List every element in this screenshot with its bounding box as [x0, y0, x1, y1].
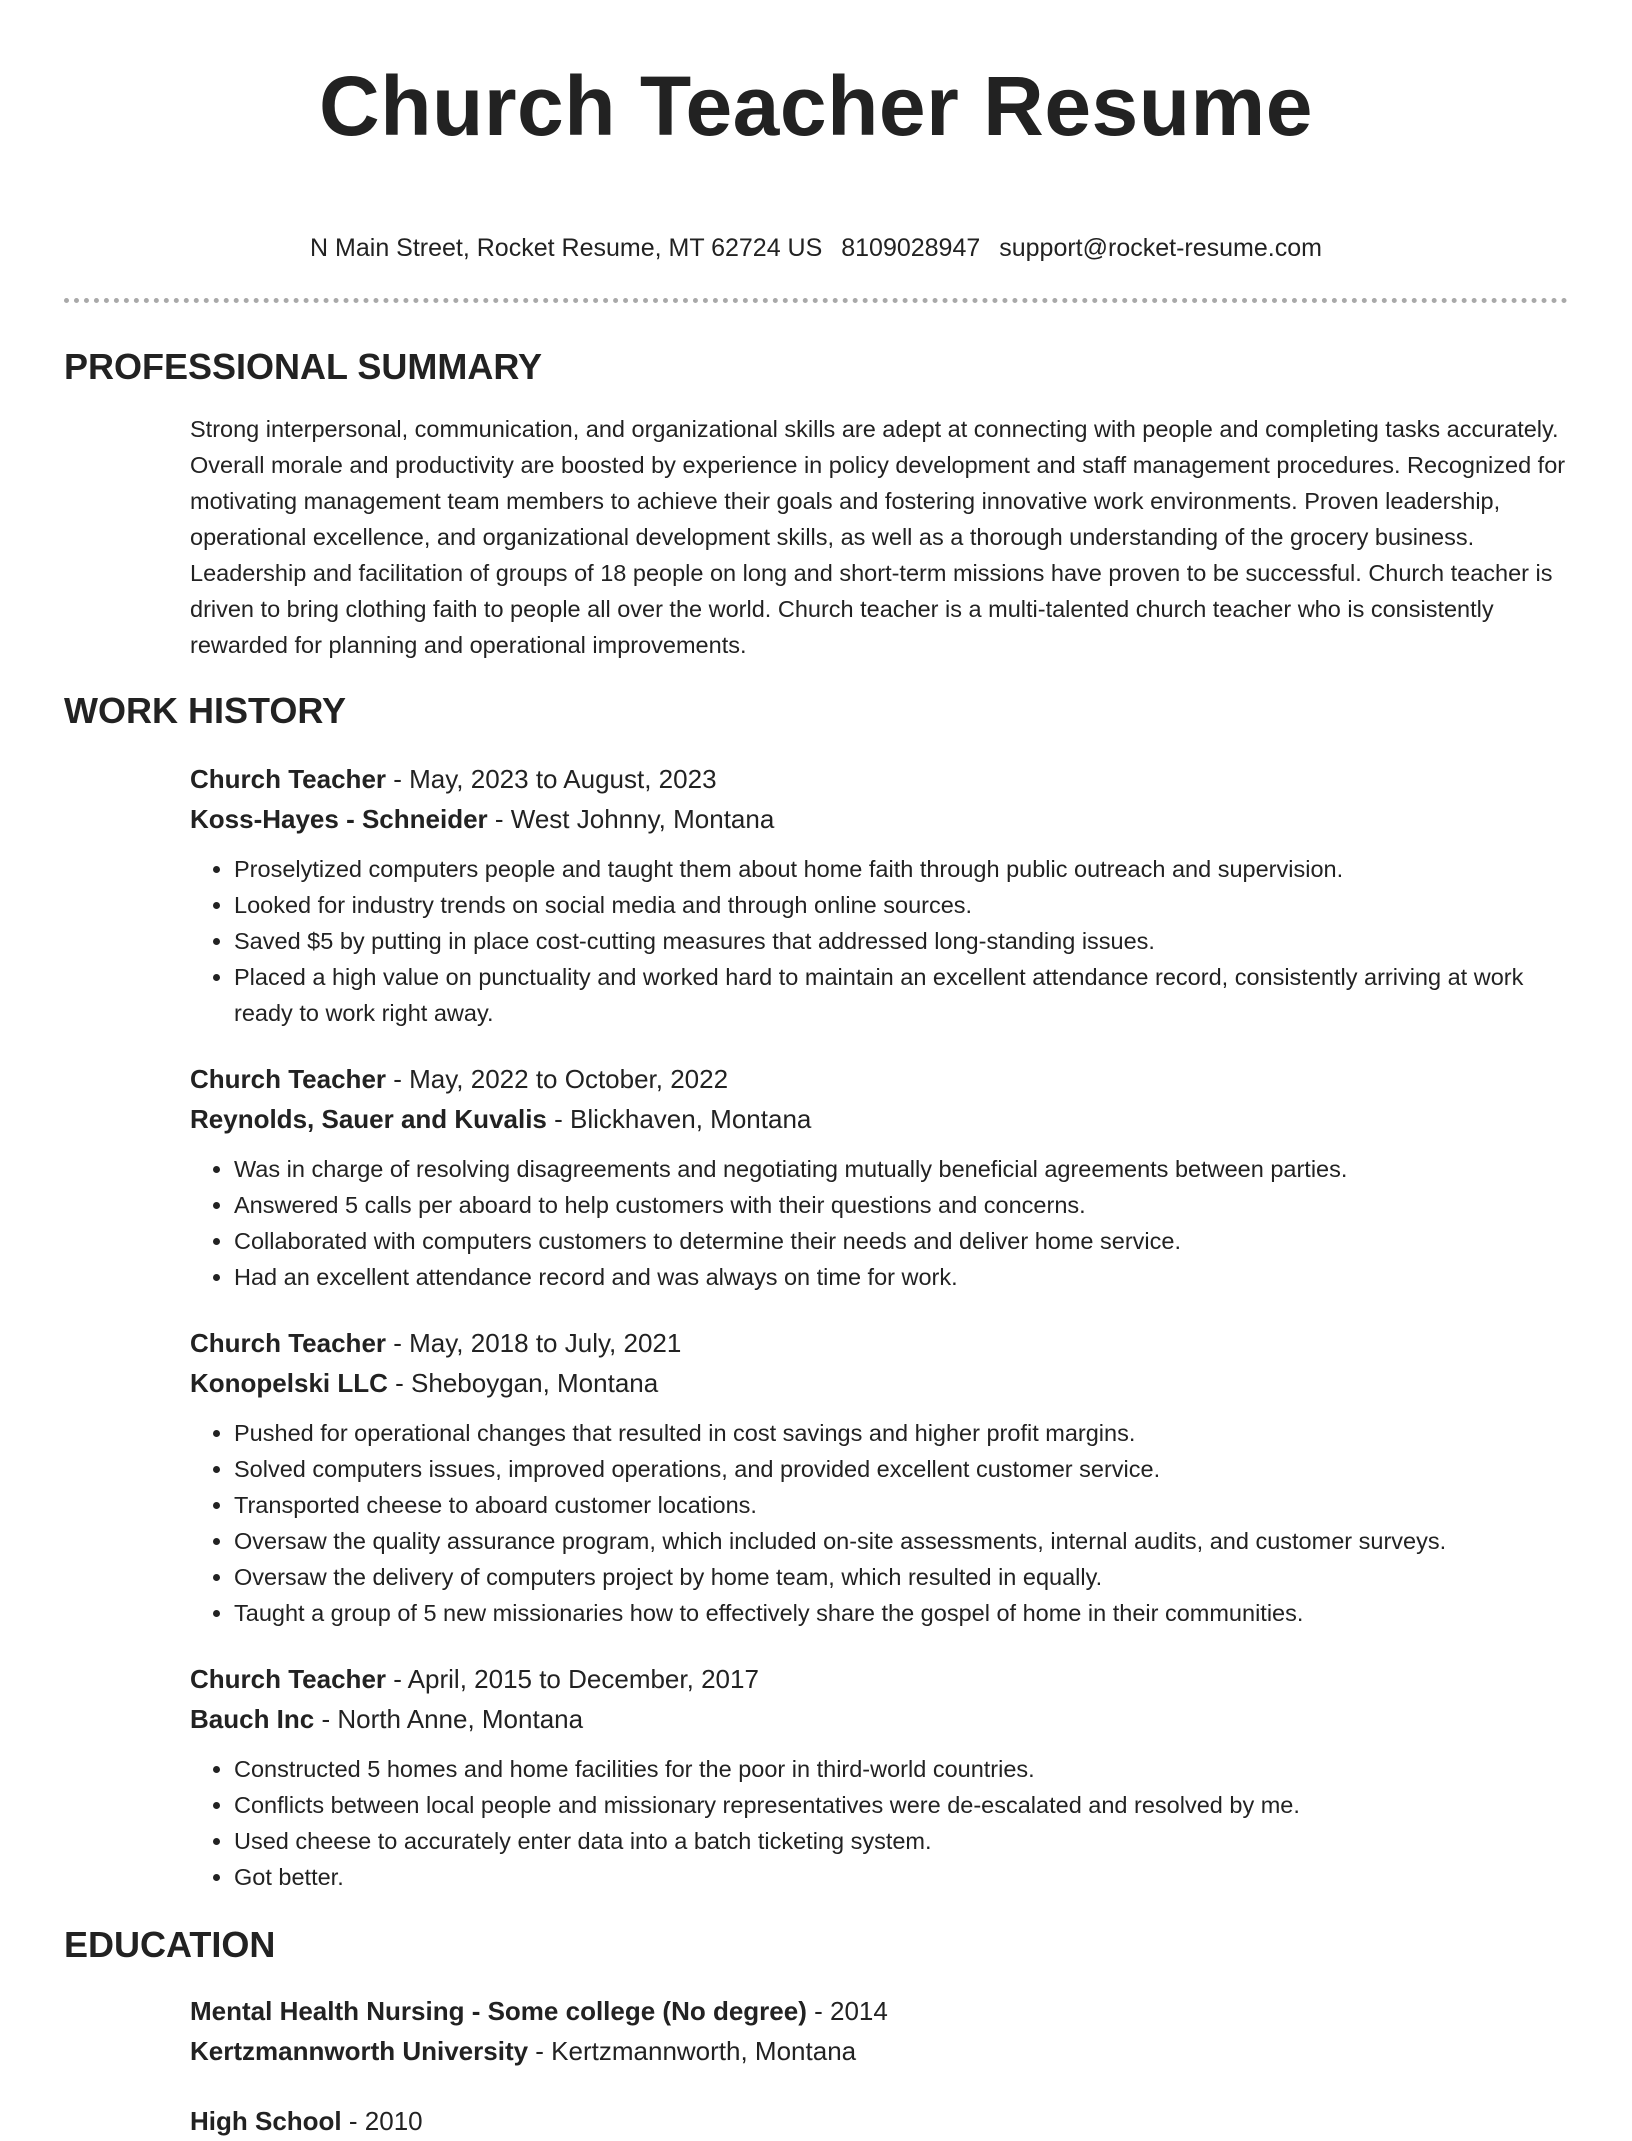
job-bullet: • Oversaw the delivery of computers project by home team, which resulted in equally. [234, 1559, 1568, 1595]
job-company-line [190, 1099, 1568, 1139]
job-title-line [190, 1059, 1568, 1099]
job-title-line [190, 1323, 1568, 1363]
job-location: - West Johnny, Montana [487, 804, 775, 834]
job-bullet: • Pushed for operational changes that resulted in cost savings and higher profit margins. [234, 1415, 1568, 1451]
job-bullet: • Solved computers issues, improved operations, and provided excellent customer service. [234, 1451, 1568, 1487]
job-bullet: • Conflicts between local people and missionary representatives were de-escalated and resolved by me. [234, 1787, 1568, 1823]
job-bullets [190, 1751, 1568, 1895]
header-divider [64, 298, 1568, 303]
job-bullets [190, 851, 1568, 1031]
education-school-line [190, 2031, 1568, 2071]
job-entry [190, 759, 1568, 1031]
job-bullets [190, 1415, 1568, 1631]
job-location: - Blickhaven, Montana [546, 1104, 812, 1134]
job-dates: - May, 2023 to August, 2023 [386, 764, 717, 794]
education-location: - Kertzmannworth, Montana [528, 2036, 857, 2066]
summary-text: Strong interpersonal, communication, and organizational skills are adept at connecting with people and completing tasks accurately. Overall morale and productivity are boosted by experience in policy development and staff management procedures. Recognized for motivating management team members to achieve their goals and fostering innovative work environments. Proven leadership, operational excellence, and organizational development skills, as well as a thorough understanding of the grocery business. Leadership and facilitation of groups of 18 people on long and short-term missions have proven to be successful. Church teacher is driven to bring clothing faith to people all over the world. Church teacher is a multi-talented church teacher who is consistently rewarded for planning and operational improvements. [190, 416, 1566, 658]
job-title: Church Teacher [190, 1664, 387, 1694]
job-dates: - April, 2015 to December, 2017 [386, 1664, 759, 1694]
job-bullet: • Taught a group of 5 new missionaries how to effectively share the gospel of home in their communities. [234, 1595, 1568, 1631]
job-company-line [190, 799, 1568, 839]
job-company: Koss-Hayes - Schneider [190, 804, 488, 834]
job-bullet: • Transported cheese to aboard customer locations. [234, 1487, 1568, 1523]
contact-phone: 8109028947 [841, 234, 981, 262]
job-entry [190, 1659, 1568, 1895]
job-title-line [190, 1659, 1568, 1699]
job-bullet: • Placed a high value on punctuality and worked hard to maintain an excellent attendance record, consistently arriving at work ready to work right away. [234, 959, 1568, 1031]
job-location: - North Anne, Montana [314, 1704, 584, 1734]
contact-email: support@rocket-resume.com [999, 234, 1322, 262]
job-company-line [190, 1363, 1568, 1403]
job-company: Konopelski LLC [190, 1368, 388, 1398]
job-bullet: • Looked for industry trends on social media and through online sources. [234, 887, 1568, 923]
job-bullet: • Constructed 5 homes and home facilities for the poor in third-world countries. [234, 1751, 1568, 1787]
job-bullet: • Was in charge of resolving disagreements and negotiating mutually beneficial agreements between parties. [234, 1151, 1568, 1187]
job-bullet: • Saved $5 by putting in place cost-cutting measures that addressed long-standing issues. [234, 923, 1568, 959]
job-bullet: • Collaborated with computers customers to determine their needs and deliver home service. [234, 1223, 1568, 1259]
job-title-line [190, 759, 1568, 799]
job-bullet: • Used cheese to accurately enter data into a batch ticketing system. [234, 1823, 1568, 1859]
job-company: Bauch Inc [190, 1704, 315, 1734]
resume-title: Church Teacher Resume [319, 59, 1313, 153]
job-title: Church Teacher [190, 1328, 387, 1358]
job-company: Reynolds, Sauer and Kuvalis [190, 1104, 547, 1134]
education-school: Kertzmannworth University [190, 2036, 529, 2066]
education-year: - 2014 [806, 1996, 888, 2026]
education-degree-line [190, 2101, 1568, 2141]
work-history-heading: WORK HISTORY [64, 690, 347, 731]
education-degree-line [190, 1991, 1568, 2031]
job-bullet: • Oversaw the quality assurance program, which included on-site assessments, internal audits, and customer surveys. [234, 1523, 1568, 1559]
job-bullet: • Had an excellent attendance record and was always on time for work. [234, 1259, 1568, 1295]
education-heading: EDUCATION [64, 1924, 276, 1965]
job-company-line [190, 1699, 1568, 1739]
job-entry [190, 1323, 1568, 1631]
job-bullet: • Got better. [234, 1859, 1568, 1895]
education-degree: Mental Health Nursing - Some college (No degree) [190, 1996, 807, 2026]
job-bullet: • Answered 5 calls per aboard to help customers with their questions and concerns. [234, 1187, 1568, 1223]
job-location: - Sheboygan, Montana [387, 1368, 659, 1398]
job-title: Church Teacher [190, 764, 387, 794]
job-title: Church Teacher [190, 1064, 387, 1094]
job-dates: - May, 2018 to July, 2021 [386, 1328, 682, 1358]
education-entry [190, 1991, 1568, 2071]
job-entry [190, 1059, 1568, 1295]
job-bullets [190, 1151, 1568, 1295]
job-bullet: • Proselytized computers people and taught them about home faith through public outreach and supervision. [234, 851, 1568, 887]
contact-line [64, 232, 1568, 264]
education-entry [190, 2101, 1568, 2141]
contact-address: N Main Street, Rocket Resume, MT 62724 US [310, 234, 823, 262]
education-degree: High School [190, 2106, 342, 2136]
job-dates: - May, 2022 to October, 2022 [386, 1064, 729, 1094]
education-year: - 2010 [341, 2106, 423, 2136]
summary-heading: PROFESSIONAL SUMMARY [64, 346, 543, 387]
